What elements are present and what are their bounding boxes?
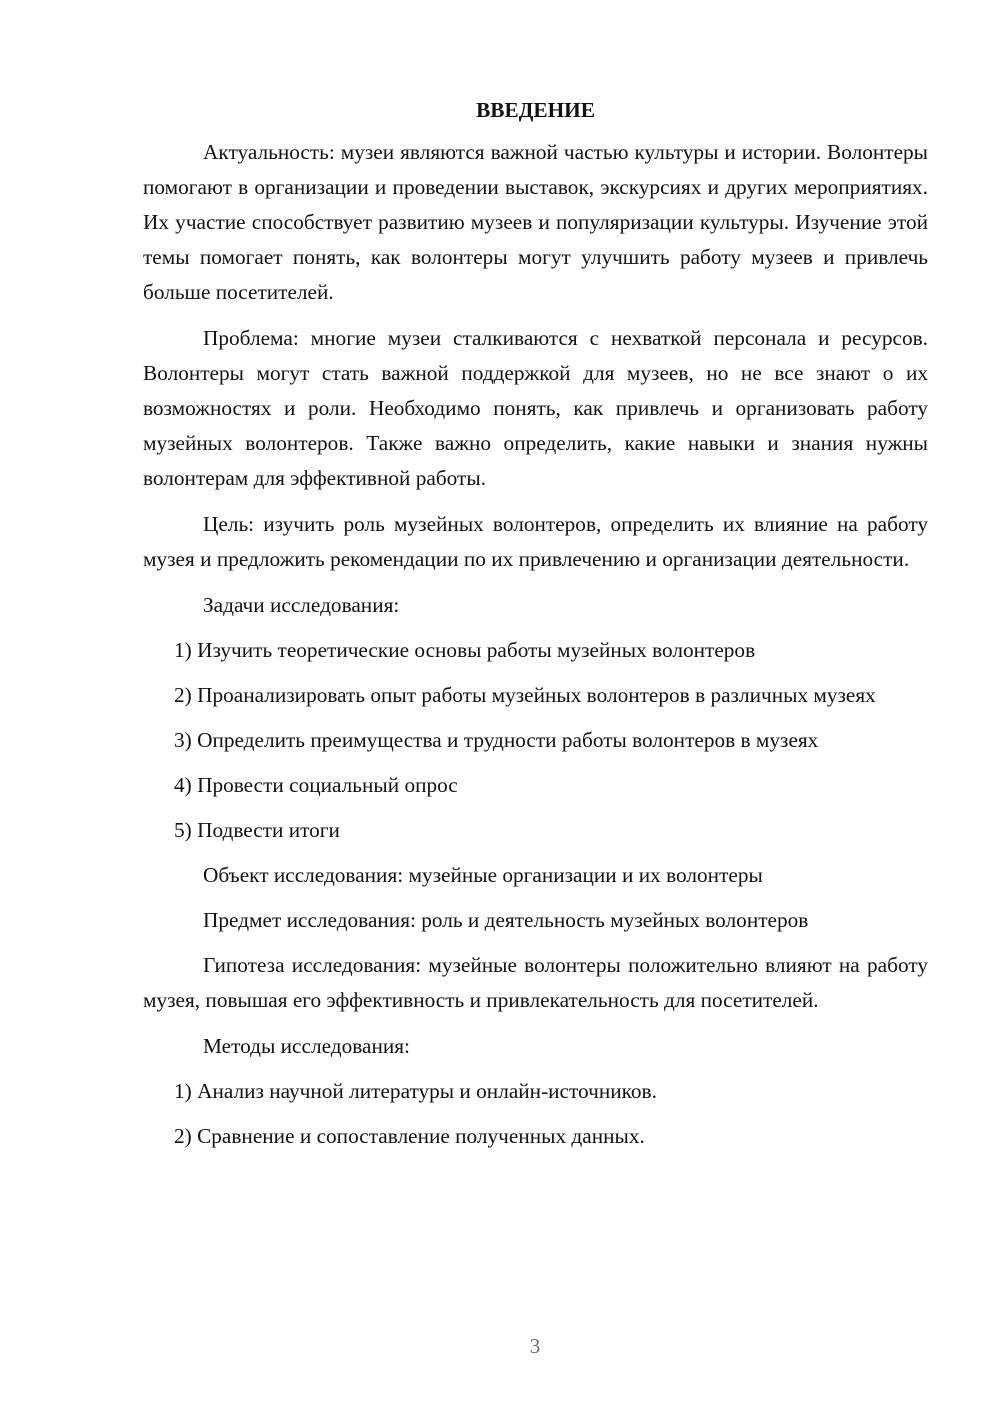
page-number: 3 [529, 1334, 541, 1358]
relevance-paragraph: Актуальность: музеи являются важной частью культуры и истории. Волонтеры помогают в организации и проведении выставок, экскурсиях и других мероприятиях. Их участие способствует развитию музеев и популяризации культуры. Изучение этой темы помогает понять, как волонтеры могут улучшить работу музеев и привлечь больше посетителей. [143, 140, 928, 304]
task-item: 4) Провести социальный опрос [174, 773, 458, 797]
subject-line: Предмет исследования: роль и деятельность музейных волонтеров [203, 908, 809, 932]
page-content [143, 93, 928, 1164]
task-item: 5) Подвести итоги [174, 818, 340, 842]
problem-paragraph: Проблема: многие музеи сталкиваются с нехваткой персонала и ресурсов. Волонтеры могут стать важной поддержкой для музеев, но не все знают о их возможностях и роли. Необходимо понять, как привлечь и организовать работу музейных волонтеров. Также важно определить, какие навыки и знания нужны волонтерам для эффективной работы. [143, 326, 928, 490]
page-title: ВВЕДЕНИЕ [476, 98, 595, 122]
tasks-heading: Задачи исследования: [203, 593, 400, 617]
methods-heading: Методы исследования: [203, 1034, 410, 1058]
hypothesis-paragraph: Гипотеза исследования: музейные волонтеры положительно влияют на работу музея, повышая его эффективность и привлекательность для посетителей. [143, 953, 928, 1012]
task-item: 2) Проанализировать опыт работы музейных волонтеров в различных музеях [174, 683, 876, 707]
task-item: 3) Определить преимущества и трудности работы волонтеров в музеях [174, 728, 819, 752]
task-item: 1) Изучить теоретические основы работы музейных волонтеров [174, 638, 756, 662]
goal-paragraph: Цель: изучить роль музейных волонтеров, определить их влияние на работу музея и предложить рекомендации по их привлечению и организации деятельности. [143, 512, 928, 571]
object-line: Объект исследования: музейные организации и их волонтеры [203, 863, 763, 887]
method-item: 2) Сравнение и сопоставление полученных данных. [174, 1124, 645, 1148]
method-item: 1) Анализ научной литературы и онлайн-источников. [174, 1079, 657, 1103]
